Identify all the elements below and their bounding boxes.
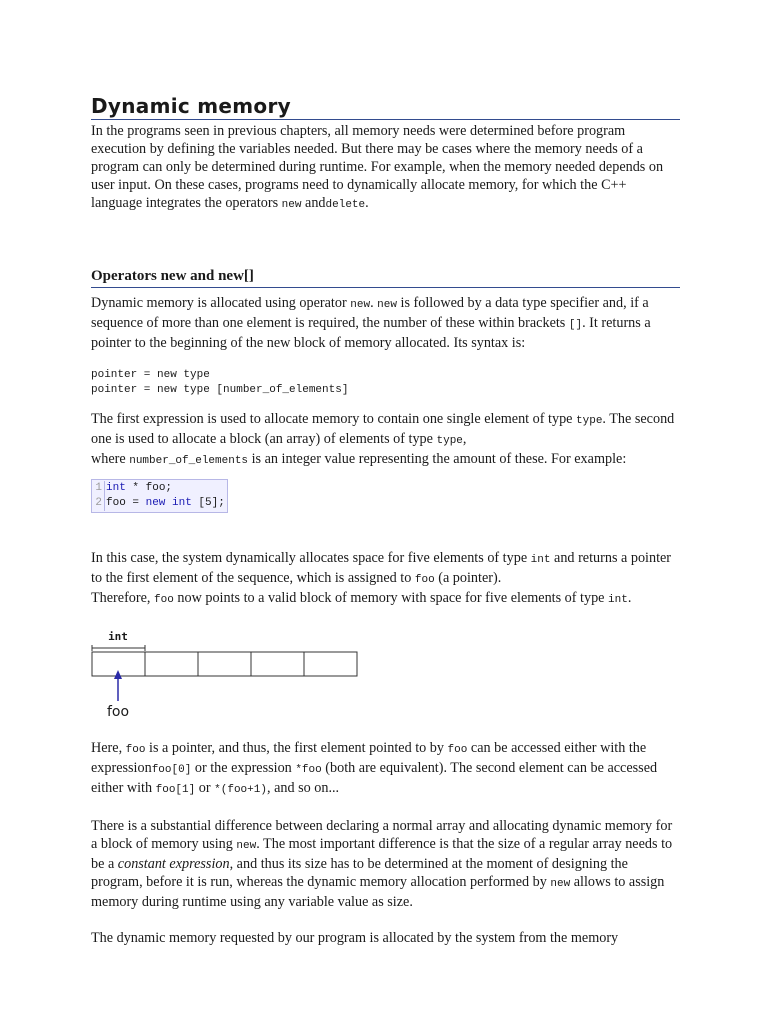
intro-paragraph [91,122,680,214]
memory-diagram [91,629,680,725]
inline-code: type [436,435,463,447]
inline-code: *foo [295,764,322,776]
keyword: int [106,482,126,494]
line-number: 1 [92,481,105,496]
inline-code: *(foo+1) [214,784,267,796]
page-title: Dynamic memory [91,92,680,120]
code-example [91,479,680,513]
intro-text: . [365,195,369,211]
code-line: 2 foo = new int [5]; [92,496,225,511]
inline-code: new [550,878,571,890]
inline-code: foo[0] [151,764,192,776]
syntax-line: pointer = new type [91,369,210,381]
memory-cell [198,652,251,676]
inline-code: new [350,299,371,311]
paragraph-expressions: The first expression is used to allocate memory to contain one single element of type type. The second one is used to allocate a block (an array) of elements of type type, where number_of_elements is an integer value representing the amount of these. For example: [91,411,675,467]
memory-cells [92,652,357,676]
document-page [91,92,680,947]
line-number: 2 [92,496,105,511]
code-new: new [281,199,302,211]
code-delete: delete [325,199,366,211]
inline-code: number_of_elements [129,455,249,467]
syntax-block [91,368,680,398]
code-line: 1 int * foo; [92,481,225,496]
inline-code: [] [568,319,583,331]
keyword: new int [145,497,192,509]
inline-code: int [530,554,551,566]
paragraph-access: Here, foo is a pointer, and thus, the first element pointed to by foo can be accessed either with the expressionfoo[0] or the expression *foo (both are equivalent). The second element can be accessed either with foo[1] or *(foo+1), and so on... [91,740,658,796]
inline-code: foo [447,744,468,756]
paragraph-allocation: In this case, the system dynamically allocates space for five elements of type int and returns a pointer to the first element of the sequence, which is assigned to foo (a pointer). Therefore, foo now points to a valid block of memory with space for five elements of type int. [91,550,672,606]
memory-cell [145,652,198,676]
inline-code: new [377,299,397,311]
inline-code: int [608,594,628,606]
section-heading: Operators new and new[] [91,266,680,288]
memory-diagram-svg [91,629,391,725]
inline-code: foo [154,594,174,606]
pointer-label: foo [106,704,130,720]
paragraph-difference: There is a substantial difference between declaring a normal array and allocating dynamic memory for a block of memory using new. The most important difference is that the size of a regular array needs to be a constant expression, and thus its size has to be determined at the moment of designing the program, before it is run, whereas the dynamic memory allocation performed by new allows to assign memory during runtime using any variable value as size. [91,818,673,910]
emphasis: constant expression [117,856,230,872]
inline-code: foo [414,574,435,586]
intro-text: In the programs seen in previous chapters, all memory needs were determined before program execution by defining the variables needed. But there may be cases where the memory needs of a program can only be determined during runtime. For example, when the memory needed depends on user input. On these cases, programs need to dynamically allocate memory, for which the C++ language integrates the operators [91,123,664,211]
inline-code: foo [125,744,146,756]
paragraph-operator-new: Dynamic memory is allocated using operator new. new is followed by a data type specifier and, if a sequence of more than one element is required, the number of these within brackets []. It returns a pointer to the beginning of the new block of memory allocated. Its syntax is: [91,295,651,351]
memory-cell [304,652,357,676]
syntax-line: pointer = new type [number_of_elements] [91,384,349,396]
paragraph-memory-heap: The dynamic memory requested by our program is allocated by the system from the memory [91,930,619,946]
inline-code: type [576,415,603,427]
inline-code: new [236,840,257,852]
intro-text: and [301,195,326,211]
inline-code: foo[1] [155,784,196,796]
memory-cell [251,652,304,676]
type-label: int [108,630,128,643]
